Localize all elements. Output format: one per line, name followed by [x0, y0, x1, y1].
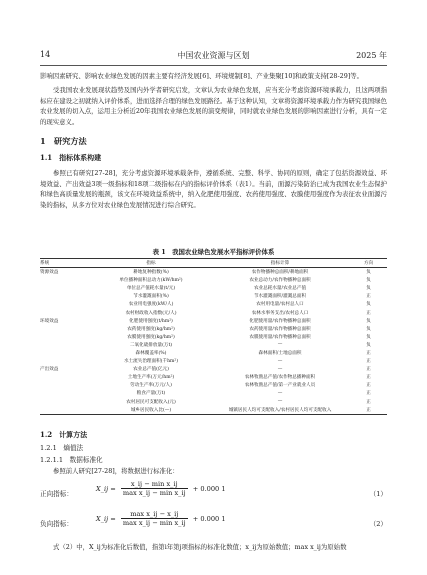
system-cell: [40, 276, 92, 284]
system-cell: [40, 357, 92, 365]
subsection-heading: 1.1 指标体系构建: [40, 153, 102, 162]
formula-cell: 农业总耗水量/农业总产值: [253, 286, 307, 292]
paragraph-normalization: 参照前人研究[27-28]，将数据进行标准化：: [53, 467, 179, 475]
system-cell: [40, 300, 92, 308]
direction-cell: 正: [366, 399, 371, 405]
equation-constant: + 0.000 1: [192, 484, 226, 493]
system-cell: 资源效益: [40, 270, 59, 276]
direction-cell: 正: [366, 359, 371, 365]
formula-cell: 农作物播种总面积/耕地面积: [251, 270, 309, 276]
indicator-table: [40, 258, 387, 415]
direction-cell: 负: [366, 342, 371, 348]
formula-cell: 森林面积/土地总面积: [258, 350, 302, 356]
subsection-heading: 1.2 计算方法: [40, 430, 88, 439]
table-row: [40, 284, 387, 292]
direction-cell: 正: [366, 383, 371, 389]
indicator-cell: 化肥使用强度(t/hm²): [129, 318, 173, 324]
equation-label: 负向指标：: [40, 520, 73, 528]
direction-cell: 正: [366, 350, 371, 356]
formula-cell: 农林牧渔总产值/第一产业就业人员: [244, 383, 316, 389]
direction-cell: 负: [366, 334, 371, 340]
indicator-cell: 二氧化硫排放量(万t): [129, 342, 173, 348]
indicator-cell: 农村财政收入指数(元/人): [125, 310, 177, 316]
system-cell: [40, 389, 92, 397]
equation-negative: [40, 510, 387, 536]
table-row: [40, 276, 387, 284]
indicator-cell: 单位播种面积总动力(kW/hm²): [119, 278, 183, 284]
system-cell: 环境效益: [40, 318, 59, 324]
formula-cell: —: [277, 366, 283, 372]
system-cell: [40, 349, 92, 357]
table-row: [40, 325, 387, 333]
indicator-cell: 农业用电强度(kW/人): [128, 302, 174, 308]
paragraph-motivation: 受我国农业发展现状趋势及国内外学者研究启发，文章认为农业绿色发展，应当充分考虑资源环境承载力，且这两项指标应在建设之初就纳入评价体系，进而选择合理的绿色发展路径。基于这种认知，文章将资源环境承载力作为研究我国绿色农业发展的切入点，运用主分析近20年我国农业绿色发展的演变规律，同时就农业绿色发展的影响因素进行分析，具有一定的现实意义。: [40, 86, 387, 126]
formula-cell: —: [277, 399, 283, 405]
table-row: [40, 300, 387, 308]
system-cell: [40, 333, 92, 341]
formula-cell: —: [277, 358, 283, 364]
table-row: [40, 357, 387, 365]
column-header: 方向: [350, 259, 387, 268]
subsubsubsection-heading: 1.2.1.1 数据标准化: [40, 456, 103, 464]
indicator-cell: 农膜使用强度(kg/hm²): [127, 334, 175, 340]
system-cell: [40, 284, 92, 292]
table-title: 表 1 我国农业绿色发展水平指标评价体系: [152, 248, 275, 256]
indicator-cell: 单位总产值耗水量(t/元): [126, 286, 176, 292]
equation-number: （1）: [369, 490, 387, 498]
direction-cell: 负: [366, 326, 371, 332]
formula-cell: 城镇居民人均可支配收入/农村居民人均可支配收入: [210, 406, 350, 415]
formula-cell: 农林牧渔总产值/农作物总播种面积: [244, 375, 316, 381]
equation-lhs: X_ij =: [96, 484, 116, 493]
system-cell: [40, 292, 92, 300]
table-row: [40, 341, 387, 349]
table-header-row: [40, 259, 387, 268]
system-cell: 产出效益: [40, 367, 59, 373]
system-cell: [40, 406, 92, 415]
direction-cell: 负: [366, 286, 371, 292]
direction-cell: 负: [366, 278, 371, 284]
direction-cell: 负: [366, 318, 371, 324]
indicator-cell: 农业总产值(亿元): [133, 367, 169, 373]
column-header: 指标计算: [210, 259, 350, 268]
direction-cell: 正: [366, 391, 371, 397]
system-cell: [40, 381, 92, 389]
header-rule: [40, 65, 387, 66]
equation-lhs: X_ij =: [96, 514, 116, 523]
equation-number: （2）: [369, 520, 387, 528]
equation-numerator: max x_ij − x_ij: [121, 510, 188, 519]
column-header: 系统: [40, 259, 92, 268]
equation-fraction: [121, 510, 188, 527]
equation-constant: + 0.000 1: [192, 514, 226, 523]
indicator-cell: 城乡居民收入比(—): [92, 406, 210, 415]
table-row: [40, 373, 387, 381]
indicator-cell: 劳动生产率(万元/人): [130, 383, 172, 389]
running-header: [40, 50, 387, 64]
formula-cell: 农业总动力/农作物播种总面积: [249, 278, 311, 284]
journal-year: 2025 年: [356, 51, 387, 60]
table-row: [40, 381, 387, 389]
direction-cell: 负: [366, 302, 371, 308]
indicator-cell: 森林覆盖率(%): [135, 350, 167, 356]
table-row: [40, 268, 387, 277]
formula-cell: 农林水事务支出/农村总人口: [251, 310, 309, 316]
equation-denominator: max x_ij − min x_ij: [122, 489, 186, 497]
formula-cell: 农村用电量/农村总人口: [256, 302, 304, 308]
direction-cell: 正: [366, 375, 371, 381]
table-row: [40, 406, 387, 415]
direction-cell: 正: [366, 310, 371, 316]
system-cell: [40, 373, 92, 381]
column-header: 指标: [92, 259, 210, 268]
formula-cell: —: [277, 342, 283, 348]
table-row: [40, 308, 387, 316]
system-cell: [40, 308, 92, 316]
formula-cell: 化肥使用量/农作物播种总面积: [249, 318, 311, 324]
indicator-cell: 农村居民可支配收入(元): [126, 399, 176, 405]
table-row: [40, 398, 387, 406]
journal-title: 中国农业资源与区划: [177, 51, 250, 60]
system-cell: [40, 341, 92, 349]
subsubsection-heading: 1.2.1 熵值法: [40, 444, 84, 452]
table-row: [40, 349, 387, 357]
indicator-cell: 耕地复种指数(%): [133, 270, 169, 276]
indicator-cell: 节水灌溉面积(%): [133, 294, 169, 300]
direction-cell: 负: [366, 270, 371, 276]
table-row: [40, 389, 387, 397]
equation-label: 正向指标：: [40, 490, 73, 498]
equation-denominator: max x_ij − min x_ij: [122, 519, 186, 527]
equation-fraction: [121, 480, 188, 497]
table-row: [40, 365, 387, 373]
paragraph-intro-end: 影响因素研究、影响农业绿色发展的因素主要有经济发展[6]、环境规制[8]、产业集聚[10]和政策支持[28-29]等。: [40, 72, 364, 80]
formula-cell: 节水灌溉面积/灌溉总面积: [253, 294, 307, 300]
equation-positive: [40, 480, 387, 506]
system-cell: [40, 398, 92, 406]
system-cell: [40, 325, 92, 333]
paragraph-index-system: 参照已有研究[27-28]，充分考虑资源环境承载条件，遵循系统、完整、科学、协同的原则，确定了包括资源效益、环境效益、产出效益3项一级指标和18项二级指标在内的指标评价体系（表1）。当前，面源污染防治已成为我国农业生态保护和绿色高质量发展的瓶颈，该文在环境效益系统中，纳入化肥使用强度、农药使用强度、农膜使用强度作为表征农业面源污染的指标，从多方位对农业绿色发展情况进行综合研究。: [40, 169, 387, 209]
table-row: [40, 333, 387, 341]
page-number: 14: [40, 50, 51, 59]
formula-cell: 农膜使用量/农作物播种总面积: [249, 334, 311, 340]
direction-cell: 正: [366, 294, 371, 300]
direction-cell: 正: [366, 367, 371, 373]
paragraph-equation-notes: 式（2）中，X_ij为标准化后数值，指第i年第j项指标的标准化数值；x_ij为原始数值；max x_ij为原始数: [53, 543, 347, 551]
direction-cell: 正: [350, 406, 387, 415]
table-row: [40, 317, 387, 325]
formula-cell: —: [277, 390, 283, 396]
indicator-cell: 土地生产率(万元/hm²): [127, 375, 175, 381]
formula-cell: 农药使用量/农作物播种总面积: [249, 326, 311, 332]
indicator-cell: 水土流失治理面积(千hm²): [123, 359, 179, 365]
table-row: [40, 292, 387, 300]
indicator-cell: 农药使用强度(kg/hm²): [127, 326, 175, 332]
indicator-cell: 粮食产量(万t): [136, 391, 166, 397]
equation-numerator: x_ij − min x_ij: [121, 480, 188, 489]
section-heading: 1 研究方法: [40, 136, 87, 146]
